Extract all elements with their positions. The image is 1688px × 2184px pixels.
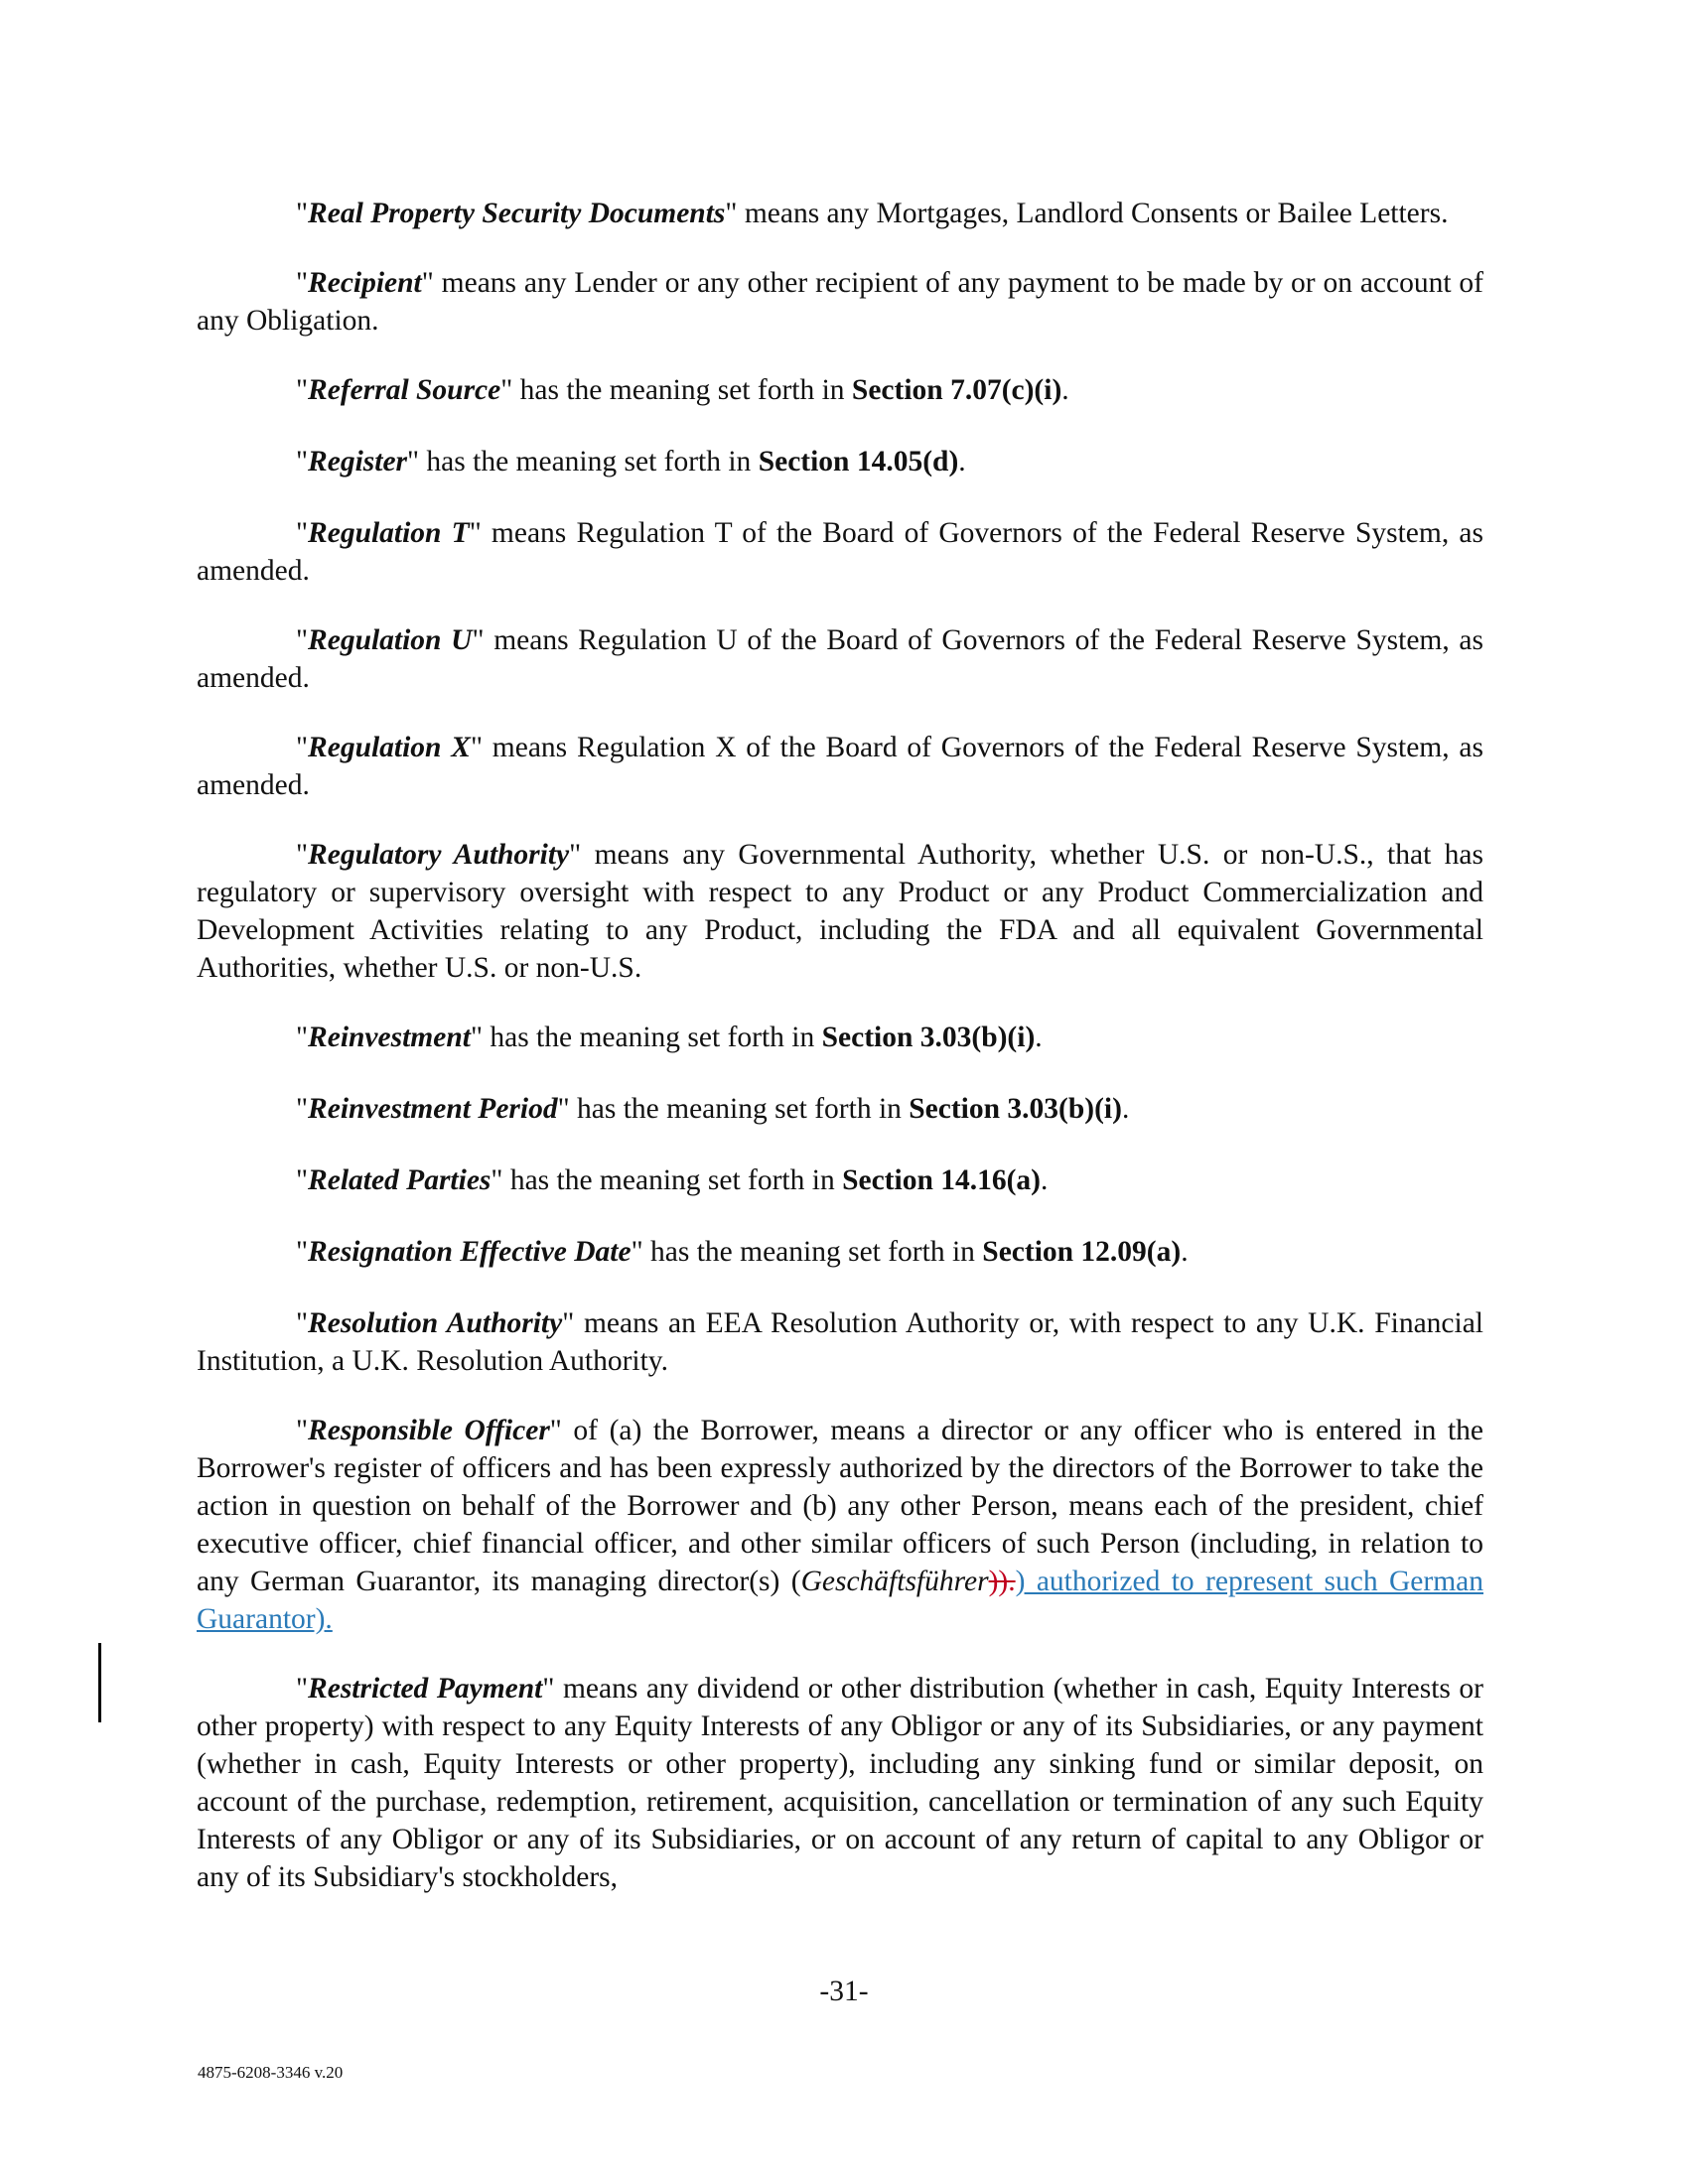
definition-regulation-t: "Regulation T" means Regulation T of the Board of Governors of the Federal Reserve System, as amended. — [197, 517, 1483, 587]
document-id: 4875-6208-3346 v.20 — [198, 2063, 344, 2082]
definition-referral-source: "Referral Source" has the meaning set forth in Section 7.07(c)(i). — [296, 374, 1069, 406]
definition-regulation-u: "Regulation U" means Regulation U of the Board of Governors of the Federal Reserve System, as amended. — [197, 624, 1483, 694]
definition-regulatory-authority: "Regulatory Authority" means any Governmental Authority, whether U.S. or non-U.S., that has regulatory or supervisory oversight with respect to any Product or any Product Commercialization and Development Activities relating to any Product, including the FDA and all equivalent Governmental Authorities, whether U.S. or non-U.S. — [197, 839, 1483, 984]
definition-regulation-x: "Regulation X" means Regulation X of the Board of Governors of the Federal Reserve System, as amended. — [197, 732, 1483, 801]
tracked-insertion: ) authorized to represent such German Guarantor). — [197, 1566, 1483, 1635]
definition-recipient: "Recipient" means any Lender or any other recipient of any payment to be made by or on account of any Obligation. — [197, 267, 1483, 337]
tracked-deletion: )). — [988, 1566, 1016, 1597]
document-body — [197, 195, 1483, 1928]
definition-related-parties: "Related Parties" has the meaning set forth in Section 14.16(a). — [296, 1164, 1049, 1196]
definition-responsible-officer: "Responsible Officer" of (a) the Borrower, means a director or any officer who is entered in the Borrower's register of officers and has been expressly authorized by the directors of the Borrower to take the action in question on behalf of the Borrower and (b) any other Person, means each of the president, chief executive officer, chief financial officer, and other similar officers of such Person (including, in relation to any German Guarantor, its managing director(s) (Geschäftsführer)).) authorized to represent such German Guarantor). — [197, 1415, 1483, 1635]
revision-change-bar — [98, 1643, 101, 1722]
definition-register: "Register" has the meaning set forth in Section 14.05(d). — [296, 446, 966, 478]
definition-reinvestment-period: "Reinvestment Period" has the meaning set forth in Section 3.03(b)(i). — [296, 1093, 1130, 1125]
definition-reinvestment: "Reinvestment" has the meaning set forth in Section 3.03(b)(i). — [296, 1022, 1043, 1053]
definition-restricted-payment: "Restricted Payment" means any dividend or other distribution (whether in cash, Equity Interests or other property) with respect to any Equity Interests of any Obligor or any of its Subsidiaries, or any payment (whether in cash, Equity Interests or other property), including any sinking fund or similar deposit, on account of the purchase, redemption, retirement, acquisition, cancellation or termination of any such Equity Interests of any Obligor or any of its Subsidiaries, or on account of any return of capital to any Obligor or any of its Subsidiary's stockholders, — [197, 1673, 1484, 1893]
page-number: -31- — [819, 1976, 869, 2007]
definition-resignation-effective-date: "Resignation Effective Date" has the meaning set forth in Section 12.09(a). — [296, 1236, 1189, 1268]
definition-real-property-security-documents: "Real Property Security Documents" means any Mortgages, Landlord Consents or Bailee Letters. — [296, 198, 1449, 229]
definition-resolution-authority: "Resolution Authority" means an EEA Resolution Authority or, with respect to any U.K. Financial Institution, a U.K. Resolution Authority. — [197, 1307, 1483, 1377]
